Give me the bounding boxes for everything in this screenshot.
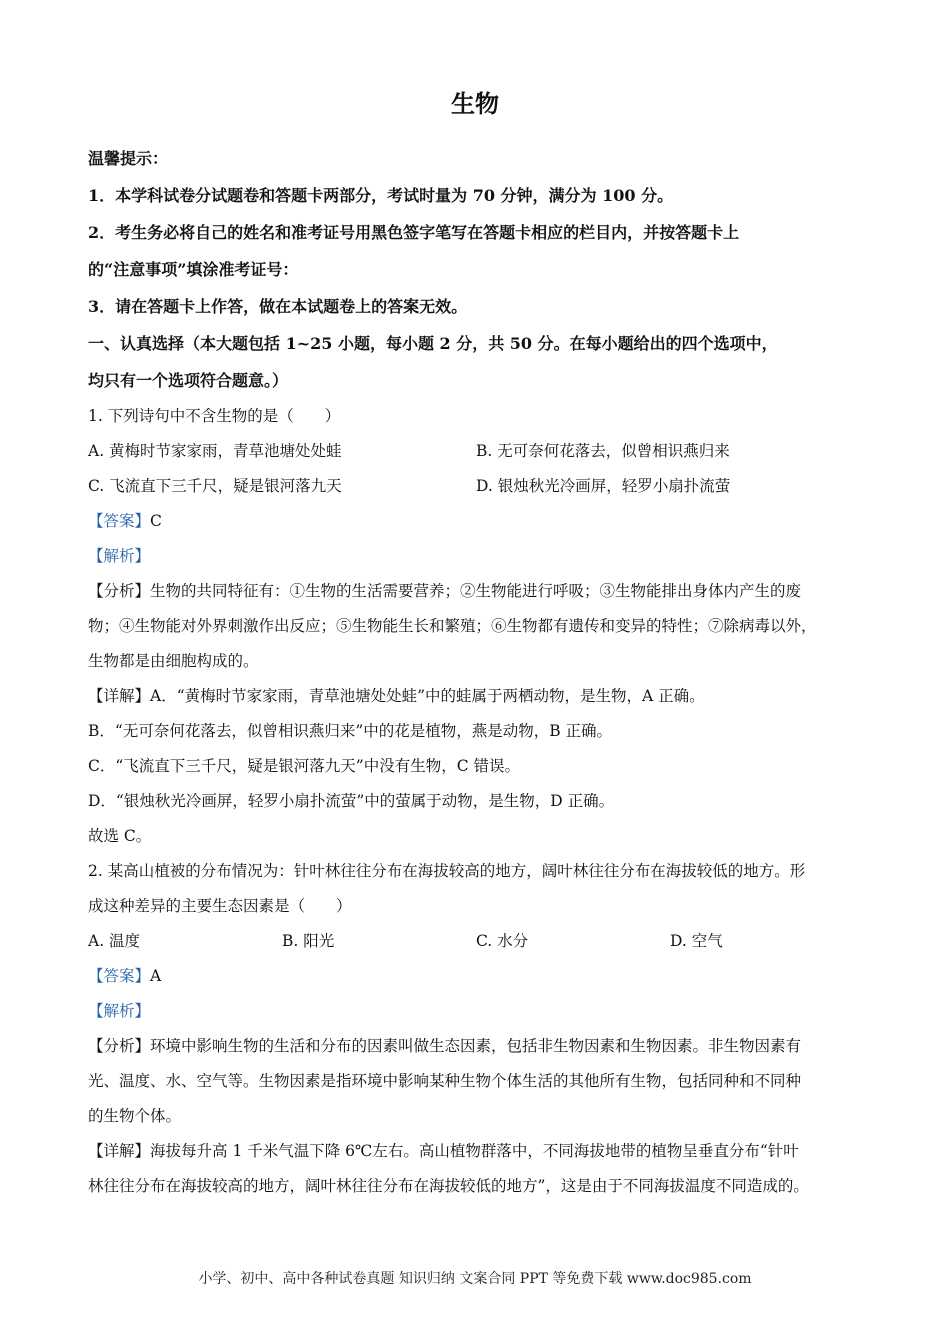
detail-tag: 【详解】 xyxy=(88,687,151,705)
fenxi-text: 物；④生物能对外界刺激作出反应；⑤生物能生长和繁殖；⑥生物都有遗传和变异的特性；⑦除病毒以外， xyxy=(88,617,817,635)
question-stem: 2. 某高山植被的分布情况为：针叶林往往分布在海拔较高的地方，阔叶林往往分布在海拔较低的地方。形 xyxy=(88,862,806,880)
answer-tag: 【答案】 xyxy=(88,967,151,985)
option-row xyxy=(88,434,868,469)
fenxi-tag: 【分析】 xyxy=(88,582,151,600)
section-heading-cont: 均只有一个选项符合题意。） xyxy=(88,371,289,390)
option-a: A. 黄梅时节家家雨，青草池塘处处蛙 xyxy=(88,442,342,460)
detail-line xyxy=(88,1134,868,1169)
notice-item: 3．请在答题卡上作答，做在本试题卷上的答案无效。 xyxy=(88,297,468,316)
notice-heading: 温馨提示： xyxy=(88,149,169,168)
detail-text: A．“黄梅时节家家雨，青草池塘处处蛙”中的蛙属于两栖动物，是生物，A 正确。 xyxy=(150,687,705,705)
option-d: D. 银烛秋光冷画屏，轻罗小扇扑流萤 xyxy=(476,477,731,495)
page-title: 生物 xyxy=(451,89,499,118)
notice-item: 1．本学科试卷分试题卷和答题卡两部分，考试时量为 70 分钟，满分为 100 分。 xyxy=(88,186,674,205)
detail-text: 海拔每升高 1 千米气温下降 6℃左右。高山植物群落中，不同海拔地带的植物呈垂直分布“针叶 xyxy=(150,1142,799,1160)
fenxi-tag: 【分析】 xyxy=(88,1037,151,1055)
analysis-tag: 【解析】 xyxy=(88,1002,151,1020)
detail-line xyxy=(88,679,868,714)
detail-tag: 【详解】 xyxy=(88,1142,151,1160)
notice-item: 2．考生务必将自己的姓名和准考证号用黑色签字笔写在答题卡相应的栏目内，并按答题卡上 xyxy=(88,223,740,242)
notice-item: 的“注意事项”填涂准考证号： xyxy=(88,260,299,279)
analysis-line xyxy=(88,994,868,1029)
option-d: D. 空气 xyxy=(670,932,723,950)
option-b: B. 无可奈何花落去，似曾相识燕归来 xyxy=(476,442,730,460)
answer-value: A xyxy=(150,967,162,985)
page-footer: 小学、初中、高中各种试卷真题 知识归纳 文案合同 PPT 等免费下载 www.doc985.com xyxy=(198,1271,752,1287)
option-row xyxy=(88,924,868,959)
answer-line xyxy=(88,959,868,994)
detail-text: C．“飞流直下三千尺，疑是银河落九天”中没有生物，C 错误。 xyxy=(88,757,520,775)
analysis-tag: 【解析】 xyxy=(88,547,151,565)
option-c: C. 水分 xyxy=(476,932,529,950)
analysis-line xyxy=(88,539,868,574)
section-heading: 一、认真选择（本大题包括 1~25 小题，每小题 2 分，共 50 分。在每小题给出的四个选项中， xyxy=(88,334,778,353)
fenxi-text: 生物的共同特征有：①生物的生活需要营养；②生物能进行呼吸；③生物能排出身体内产生的废 xyxy=(150,582,802,600)
detail-text: D．“银烛秋光冷画屏，轻罗小扇扑流萤”中的萤属于动物，是生物，D 正确。 xyxy=(88,792,615,810)
detail-text: B．“无可奈何花落去，似曾相识燕归来”中的花是植物，燕是动物，B 正确。 xyxy=(88,722,613,740)
option-b: B. 阳光 xyxy=(282,932,335,950)
option-c: C. 飞流直下三千尺，疑是银河落九天 xyxy=(88,477,342,495)
fenxi-text: 生物都是由细胞构成的。 xyxy=(88,652,259,670)
option-a: A. 温度 xyxy=(88,932,141,950)
fenxi-line xyxy=(88,1029,868,1064)
question-stem: 1. 下列诗句中不含生物的是（ ） xyxy=(88,407,341,425)
fenxi-text: 光、温度、水、空气等。生物因素是指环境中影响某种生物个体生活的其他所有生物，包括同种和不同种 xyxy=(88,1072,802,1090)
answer-tag: 【答案】 xyxy=(88,512,151,530)
detail-text: 林往往分布在海拔较高的地方，阔叶林往往分布在海拔较低的地方”，这是由于不同海拔温度不同造成的。 xyxy=(88,1177,809,1195)
detail-conclusion: 故选 C。 xyxy=(88,827,152,845)
answer-line xyxy=(88,504,868,539)
option-row xyxy=(88,469,868,504)
fenxi-text: 的生物个体。 xyxy=(88,1107,182,1125)
document-body xyxy=(88,140,868,1204)
answer-value: C xyxy=(150,512,162,530)
fenxi-text: 环境中影响生物的生活和分布的因素叫做生态因素，包括非生物因素和生物因素。非生物因素有 xyxy=(150,1037,802,1055)
question-stem-cont: 成这种差异的主要生态因素是（ ） xyxy=(88,897,352,915)
fenxi-line xyxy=(88,574,868,609)
